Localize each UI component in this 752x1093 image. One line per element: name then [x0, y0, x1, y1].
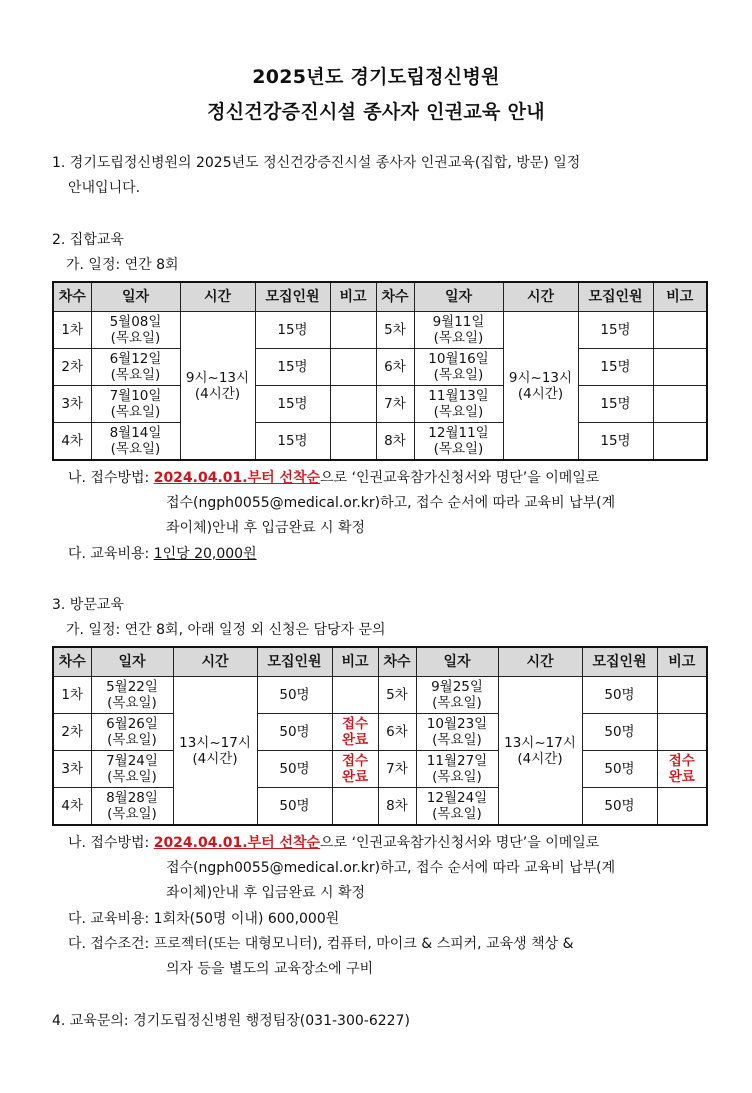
- row-note: [330, 312, 376, 349]
- row-count-2: 15명: [578, 312, 653, 349]
- section2-schedule: 가. 일정: 연간 8회: [66, 257, 179, 273]
- section1-line2: 안내입니다.: [68, 180, 141, 196]
- row-no: 4차: [53, 788, 91, 826]
- row-note-2: [653, 349, 707, 386]
- row-count: 50명: [257, 788, 332, 826]
- row-count: 50명: [257, 714, 332, 751]
- row-no: 4차: [53, 423, 91, 461]
- row-note: [330, 386, 376, 423]
- time-cell-2: 13시~17시 (4시간): [498, 677, 582, 826]
- row-count: 50명: [257, 677, 332, 714]
- row-note-2: [657, 714, 707, 751]
- section3-method-line2: 접수(ngph0055@medical.or.kr)하고, 접수 순서에 따라 교육비 납부(계: [166, 860, 616, 876]
- section3-heading: 3. 방문교육: [52, 597, 124, 613]
- section3-method-line3: 좌이체)안내 후 입금완료 시 확정: [166, 885, 366, 901]
- header-time-2: 시간: [498, 647, 582, 677]
- row-no-2: 7차: [378, 751, 416, 788]
- row-note: [330, 349, 376, 386]
- row-no: 1차: [53, 677, 91, 714]
- document-title-line1: 2025년도 경기도립정신병원: [252, 66, 500, 88]
- row-no-2: 6차: [376, 349, 414, 386]
- table-row: [53, 751, 707, 788]
- header-time: 시간: [173, 647, 257, 677]
- row-count: 50명: [257, 751, 332, 788]
- header-note-2: 비고: [657, 647, 707, 677]
- row-date-2: 10월16일 (목요일): [414, 349, 503, 386]
- section2-method-line3: 좌이체)안내 후 입금완료 시 확정: [166, 520, 366, 536]
- row-date: 5월22일 (목요일): [91, 677, 173, 714]
- header-time: 시간: [180, 282, 255, 312]
- method-text: 으로 ‘인권교육참가신청서와 명단’을 이메일로: [320, 835, 600, 851]
- header-count: 모집인원: [255, 282, 330, 312]
- method-deadline: 2024.04.01.부터 선착순: [153, 835, 321, 851]
- section2-heading: 2. 집합교육: [52, 232, 124, 248]
- header-date: 일자: [91, 647, 173, 677]
- section3-condition-line2: 의자 등을 별도의 교육장소에 구비: [166, 961, 374, 977]
- table-row: [53, 349, 707, 386]
- row-date: 8월14일 (목요일): [91, 423, 180, 461]
- section2-method-line2: 접수(ngph0055@medical.or.kr)하고, 접수 순서에 따라 교육비 납부(계: [166, 495, 616, 511]
- header-no-2: 차수: [376, 282, 414, 312]
- header-note: 비고: [332, 647, 378, 677]
- row-date: 7월24일 (목요일): [91, 751, 173, 788]
- row-no-2: 5차: [378, 677, 416, 714]
- row-count-2: 15명: [578, 423, 653, 461]
- row-count-2: 15명: [578, 349, 653, 386]
- row-count: 15명: [255, 349, 330, 386]
- header-count: 모집인원: [257, 647, 332, 677]
- row-date: 8월28일 (목요일): [91, 788, 173, 826]
- row-count: 15명: [255, 312, 330, 349]
- header-note: 비고: [330, 282, 376, 312]
- row-date: 6월12일 (목요일): [91, 349, 180, 386]
- row-count-2: 50명: [582, 751, 657, 788]
- row-count-2: 15명: [578, 386, 653, 423]
- header-date-2: 일자: [414, 282, 503, 312]
- section3-method-line1: [68, 831, 718, 856]
- header-no: 차수: [53, 647, 91, 677]
- section3-cost: 다. 교육비용: 1회차(50명 이내) 600,000원: [68, 911, 340, 927]
- table-row: [53, 312, 707, 349]
- method-label: 나. 접수방법:: [68, 835, 150, 851]
- row-no-2: 7차: [376, 386, 414, 423]
- section2-cost: [68, 542, 718, 567]
- row-date-2: 11월13일 (목요일): [414, 386, 503, 423]
- row-no-2: 6차: [378, 714, 416, 751]
- section1-line1: 1. 경기도립정신병원의 2025년도 정신건강증진시설 종사자 인권교육(집합, 방문) 일정: [52, 155, 581, 171]
- row-no-2: 8차: [376, 423, 414, 461]
- header-date: 일자: [91, 282, 180, 312]
- header-time-2: 시간: [503, 282, 578, 312]
- row-note: [332, 788, 378, 826]
- cost-label: 다. 교육비용:: [68, 546, 154, 562]
- row-note-2: [657, 788, 707, 826]
- row-no: 2차: [53, 714, 91, 751]
- table-row: [53, 714, 707, 751]
- table-row: [53, 386, 707, 423]
- section2-method-line1: [68, 466, 718, 491]
- row-count-2: 50명: [582, 677, 657, 714]
- row-count-2: 50명: [582, 714, 657, 751]
- section4-contact: 4. 교육문의: 경기도립정신병원 행정팀장(031-300-6227): [52, 1013, 410, 1029]
- header-no: 차수: [53, 282, 91, 312]
- header-count-2: 모집인원: [582, 647, 657, 677]
- row-date: 6월26일 (목요일): [91, 714, 173, 751]
- row-date-2: 9월25일 (목요일): [416, 677, 498, 714]
- section3-condition-line1: [68, 932, 718, 957]
- table-header-row: [53, 282, 707, 312]
- visit-education-table: [52, 646, 708, 826]
- row-no-2: 8차: [378, 788, 416, 826]
- method-label: 나. 접수방법:: [68, 470, 150, 486]
- row-count: 15명: [255, 386, 330, 423]
- row-no: 3차: [53, 386, 91, 423]
- row-no: 1차: [53, 312, 91, 349]
- row-date: 7월10일 (목요일): [91, 386, 180, 423]
- document-title-line2: 정신건강증진시설 종사자 인권교육 안내: [207, 101, 545, 123]
- row-note-2: [653, 423, 707, 461]
- table-row: [53, 788, 707, 826]
- row-no: 3차: [53, 751, 91, 788]
- row-no-2: 5차: [376, 312, 414, 349]
- group-education-table: [52, 281, 708, 461]
- time-cell: 13시~17시 (4시간): [173, 677, 257, 826]
- row-note-2: [653, 312, 707, 349]
- cost-value: 1인당 20,000원: [153, 546, 257, 562]
- header-note-2: 비고: [653, 282, 707, 312]
- row-count: 15명: [255, 423, 330, 461]
- table-row: [53, 677, 707, 714]
- header-count-2: 모집인원: [578, 282, 653, 312]
- section3-schedule: 가. 일정: 연간 8회, 아래 일정 외 신청은 담당자 문의: [66, 622, 386, 638]
- header-no-2: 차수: [378, 647, 416, 677]
- condition-text: 프로젝터(또는 대형모니터), 컴퓨터, 마이크 & 스피커, 교육생 책상 &: [153, 936, 574, 952]
- row-date-2: 11월27일 (목요일): [416, 751, 498, 788]
- header-date-2: 일자: [416, 647, 498, 677]
- row-note: [332, 677, 378, 714]
- row-date: 5월08일 (목요일): [91, 312, 180, 349]
- time-cell-2: 9시~13시 (4시간): [503, 312, 578, 461]
- row-date-2: 12월11일 (목요일): [414, 423, 503, 461]
- table-row: [53, 423, 707, 461]
- method-text: 으로 ‘인권교육참가신청서와 명단’을 이메일로: [320, 470, 600, 486]
- status-badge-registration-closed: 접수 완료: [332, 751, 378, 788]
- row-count-2: 50명: [582, 788, 657, 826]
- row-note-2: [653, 386, 707, 423]
- row-date-2: 10월23일 (목요일): [416, 714, 498, 751]
- method-deadline: 2024.04.01.부터 선착순: [153, 470, 321, 486]
- row-note-2: [657, 677, 707, 714]
- row-date-2: 12월24일 (목요일): [416, 788, 498, 826]
- status-badge-registration-closed: 접수 완료: [332, 714, 378, 751]
- row-note: [330, 423, 376, 461]
- time-cell: 9시~13시 (4시간): [180, 312, 255, 461]
- row-no: 2차: [53, 349, 91, 386]
- table-header-row: [53, 647, 707, 677]
- condition-label: 다. 접수조건:: [68, 936, 150, 952]
- status-badge-registration-closed: 접수 완료: [657, 751, 707, 788]
- row-date-2: 9월11일 (목요일): [414, 312, 503, 349]
